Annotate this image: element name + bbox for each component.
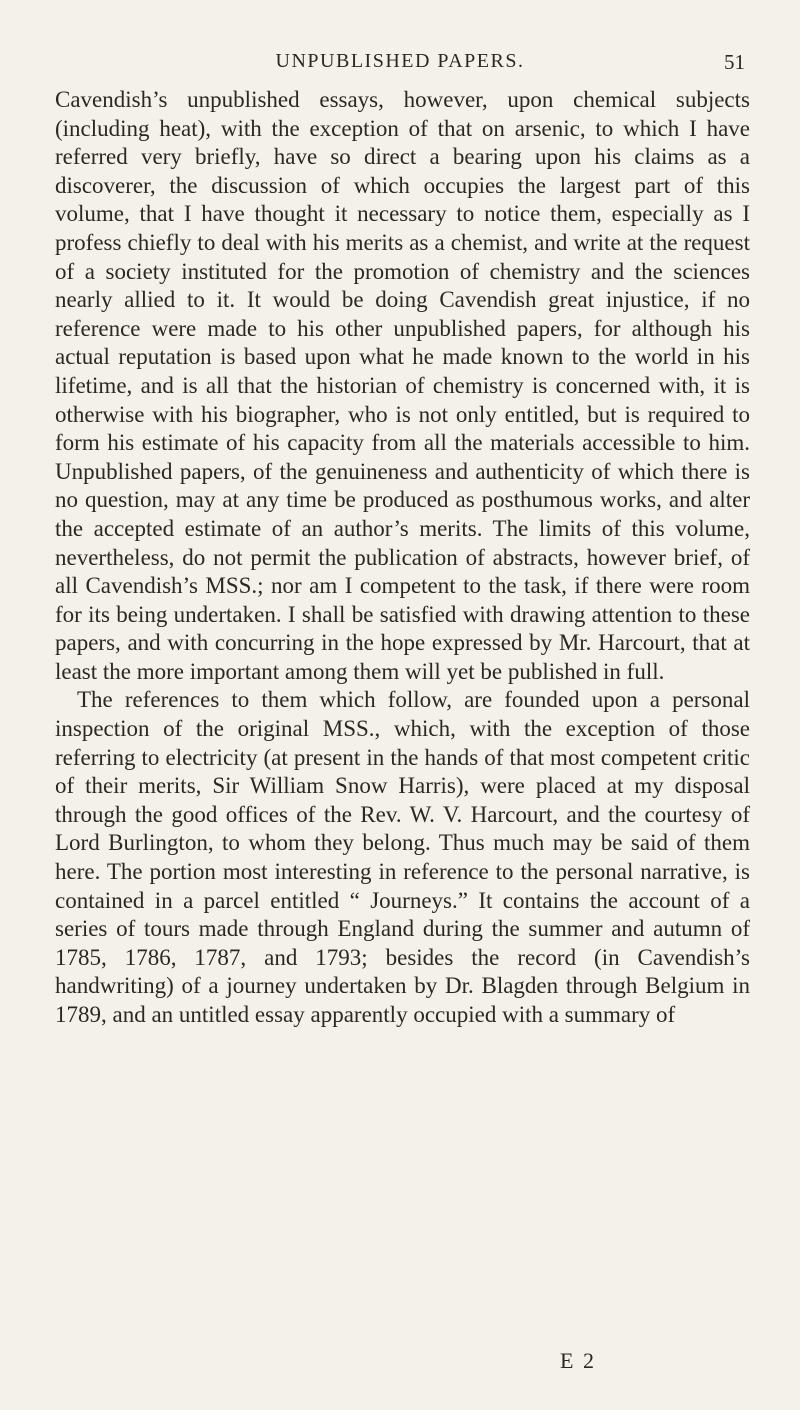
running-title: UNPUBLISHED PAPERS. <box>275 50 525 72</box>
running-head <box>0 50 800 80</box>
paragraph-1: Cavendish’s unpublished essays, however, upon chemical subjects (including heat), with the exception of that on arsenic, to which I have referred very briefly, have so direct a bearing upon his claims as a discoverer, the discussion of which occupies the largest part of this volume, that I have thought it necessary to notice them, especially as I profess chiefly to deal with his merits as a chemist, and write at the request of a society instituted for the promotion of chemistry and the sciences nearly allied to it. It would be doing Cavendish great injustice, if no reference were made to his other unpublished papers, for although his actual reputation is based upon what he made known to the world in his lifetime, and is all that the historian of chemistry is concerned with, it is otherwise with his biographer, who is not only entitled, but is required to form his estimate of his capacity from all the materials accessible to him. Unpublished papers, of the genuineness and authenticity of which there is no question, may at any time be produced as posthumous works, and alter the accepted estimate of an author’s merits. The limits of this volume, nevertheless, do not permit the publication of abstracts, however brief, of all Cavendish’s MSS.; nor am I competent to the task, if there were room for its being undertaken. I shall be satisfied with drawing attention to these papers, and with concurring in the hope expressed by Mr. Harcourt, that at least the more important among them will yet be published in full. <box>55 87 750 684</box>
body-text <box>55 86 750 1030</box>
signature-text: E 2 <box>560 1348 596 1373</box>
paragraph-2: The references to them which follow, are founded upon a personal inspection of the original MSS., which, with the exception of those referring to electricity (at present in the hands of that most competent critic of their merits, Sir William Snow Harris), were placed at my disposal through the good offices of the Rev. W. V. Harcourt, and the courtesy of Lord Burlington, to whom they belong. Thus much may be said of them here. The portion most interesting in reference to the personal narrative, is contained in a parcel entitled “ Journeys.” It contains the account of a series of tours made through England during the summer and autumn of 1785, 1786, 1787, and 1793; besides the record (in Cavendish’s handwriting) of a journey undertaken by Dr. Blagden through Belgium in 1789, and an untitled essay apparently occupied with a summary of <box>55 687 750 1027</box>
page-number: 51 <box>724 50 745 74</box>
